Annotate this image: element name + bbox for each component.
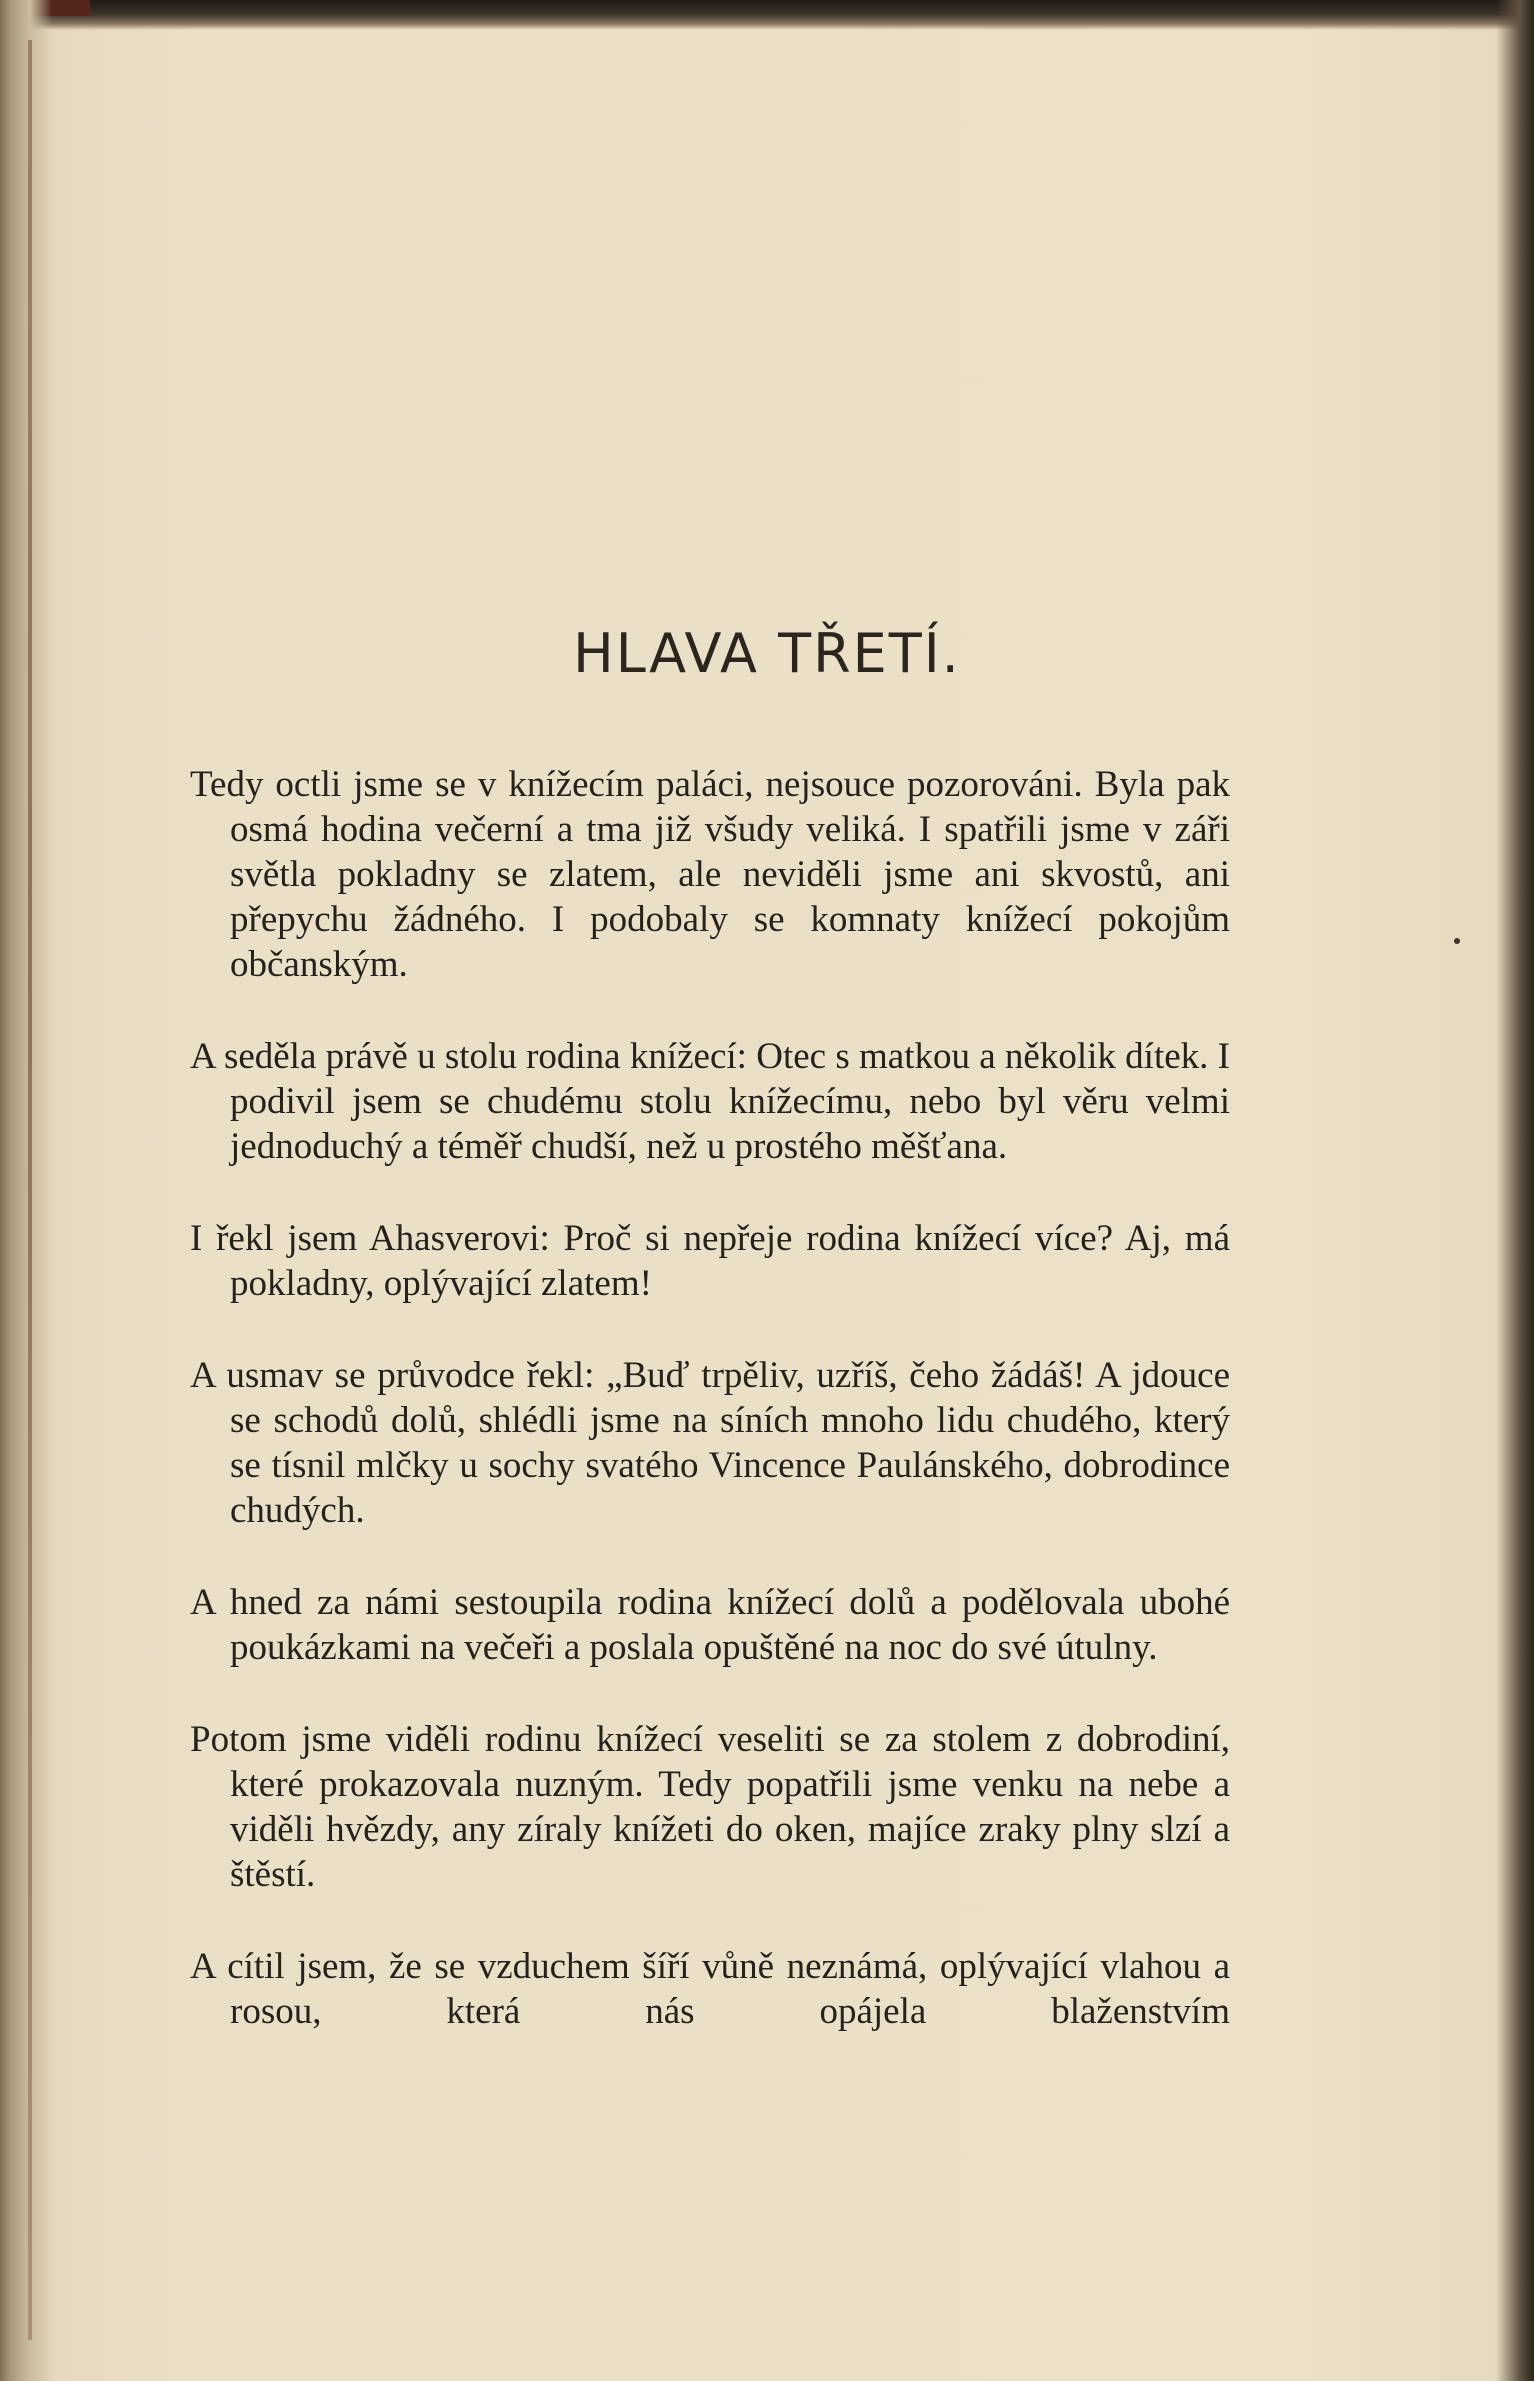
page-right-edge <box>1496 0 1534 2381</box>
spine-shadow <box>0 0 52 2381</box>
paragraph: Potom jsme viděli rodinu knížecí veseliti se za stolem z dobrodiní, které prokazovala nuzným. Tedy popatřili jsme venku na nebe a viděli hvězdy, any zíraly knížeti do oken, majíce zraky plny slzí a štěstí. <box>190 1719 1230 1895</box>
chapter-title: HLAVA TŘETÍ. <box>573 622 961 685</box>
body-text <box>190 762 1230 2081</box>
ink-speck <box>1454 938 1460 944</box>
paragraph: A hned za námi sestoupila rodina knížecí dolů a podělovala ubohé poukázkami na večeři a poslala opuštěné na noc do své útulny. <box>190 1582 1230 1668</box>
page-top-edge <box>0 0 1534 30</box>
spine-fold <box>28 40 32 2340</box>
paragraph: A usmav se průvodce řekl: „Buď trpěliv, uzříš, čeho žádáš! A jdouce se schodů dolů, shlédli jsme na síních mnoho lidu chudého, který se tísnil mlčky u sochy svatého Vincence Paulánského, dobrodince chudých. <box>190 1355 1230 1531</box>
paragraph: A cítil jsem, že se vzduchem šíří vůně neznámá, oplývající vlahou a rosou, která nás opájela blaženstvím <box>190 1946 1230 2032</box>
paragraph: A seděla právě u stolu rodina knížecí: Otec s matkou a několik dítek. I podivil jsem se chudému stolu knížecímu, nebo byl věru velmi jednoduchý a téměř chudší, než u prostého měšťana. <box>190 1036 1230 1167</box>
paragraph: I řekl jsem Ahasverovi: Proč si nepřeje rodina knížecí více? Aj, má pokladny, oplývající zlatem! <box>190 1218 1230 1304</box>
paragraph: Tedy octli jsme se v knížecím paláci, nejsouce pozorováni. Byla pak osmá hodina večerní a tma již všudy veliká. I spatřili jsme v záři světla pokladny se zlatem, ale neviděli jsme ani skvostů, ani přepychu žádného. I podobaly se komnaty knížecí pokojům občanským. <box>190 764 1230 985</box>
